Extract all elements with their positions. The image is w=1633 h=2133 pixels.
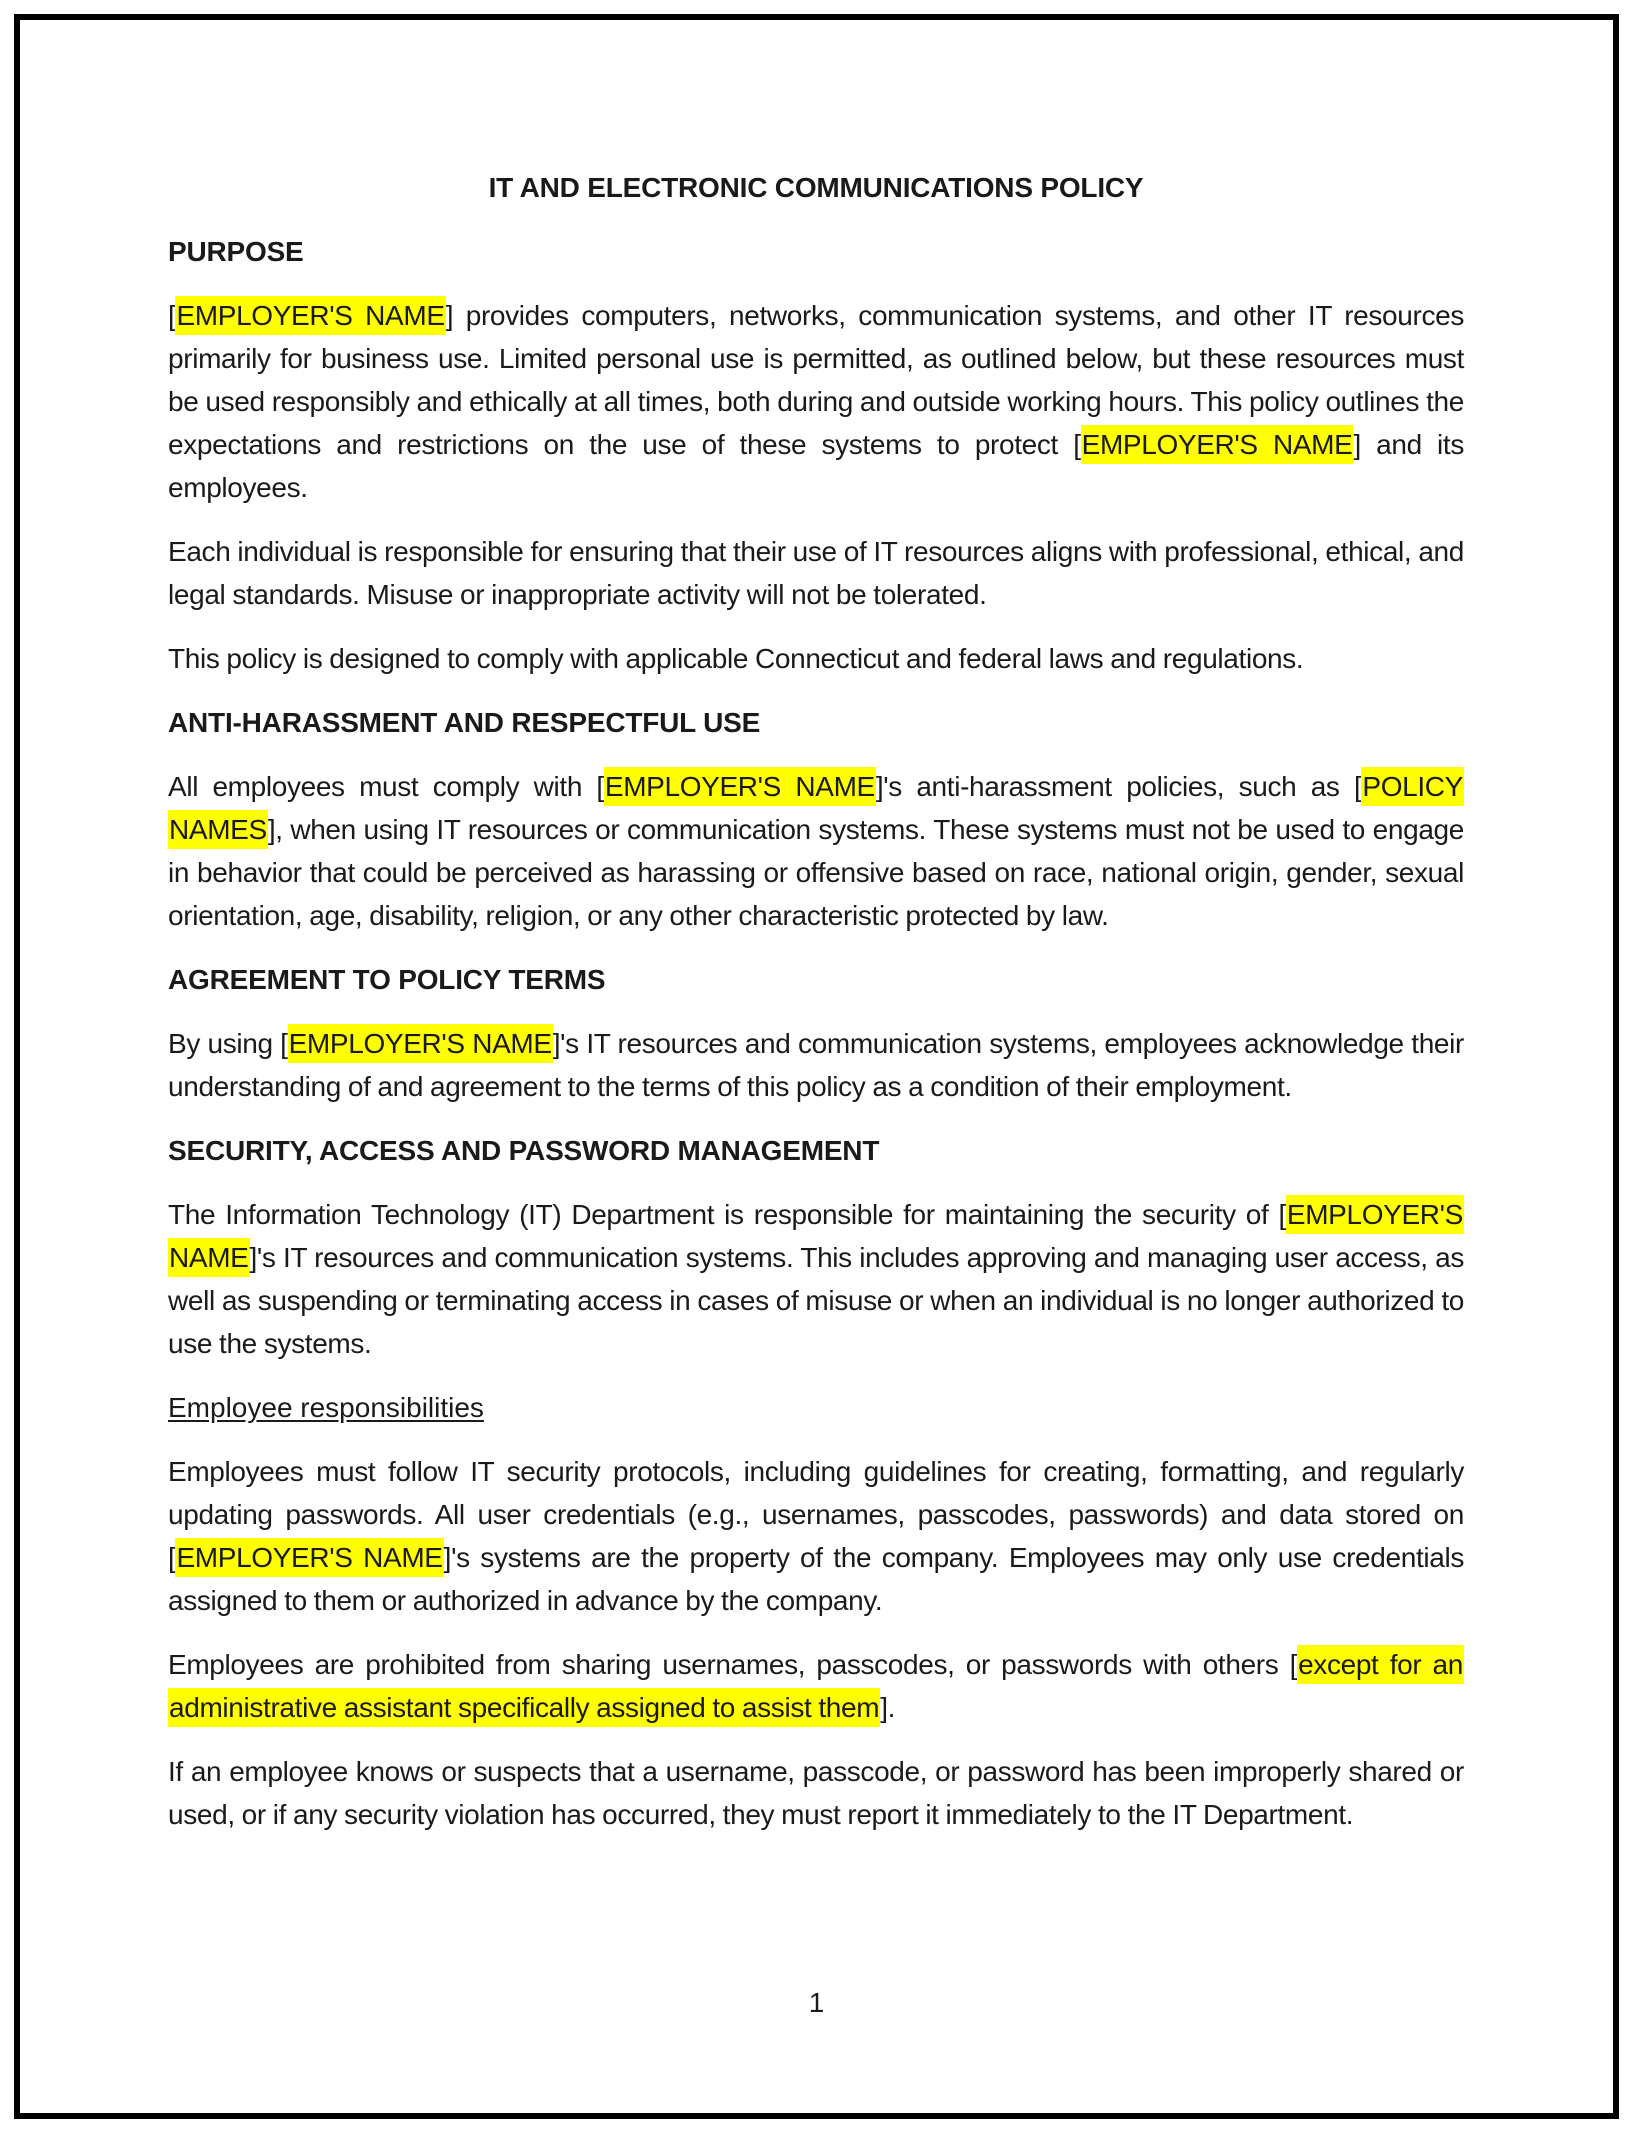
text-run: All employees must comply with [ — [168, 771, 604, 802]
highlighted-placeholder: EMPLOYER'S NAME — [604, 767, 876, 806]
text-run: ] provides computers, networks, communication systems, and other IT resources primarily for business use. Limited personal use is permitted, as outlined below, but these resources must be used responsibly and ethically at all times, both during and outside working hours. This policy outlines the expectations and restrictions on the use of these systems to protect [ — [168, 300, 1464, 460]
document-title: IT AND ELECTRONIC COMMUNICATIONS POLICY — [488, 172, 1144, 203]
highlighted-placeholder: EMPLOYER'S NAME — [175, 1538, 443, 1577]
page-number: 1 — [808, 1987, 825, 2018]
section-heading: AGREEMENT TO POLICY TERMS — [168, 964, 606, 995]
section-subheading: Employee responsibilities — [168, 1392, 484, 1423]
text-run: By using [ — [168, 1028, 288, 1059]
text-run: ], when using IT resources or communication systems. These systems must not be used to engage in behavior that could be perceived as harassing or offensive based on race, national origin, gender, sexual orientation, age, disability, religion, or any other characteristic protected by law. — [168, 814, 1464, 931]
highlighted-placeholder: EMPLOYER'S NAME — [168, 1195, 1464, 1277]
highlighted-placeholder: EMPLOYER'S NAME — [288, 1024, 553, 1063]
section-heading: SECURITY, ACCESS AND PASSWORD MANAGEMENT — [168, 1135, 880, 1166]
section-heading: PURPOSE — [168, 236, 304, 267]
paragraph — [168, 1450, 1464, 1622]
text-run: Each individual is responsible for ensuring that their use of IT resources aligns with professional, ethical, and legal standards. Misuse or inappropriate activity will not be tolerated. — [168, 536, 1464, 610]
text-run: ]'s anti-harassment policies, such as [ — [875, 771, 1362, 802]
document-body — [168, 230, 1464, 1836]
paragraph — [168, 765, 1464, 937]
paragraph — [168, 1643, 1464, 1729]
text-run: ]'s systems are the property of the company. Employees may only use credentials assigned to them or authorized in advance by the company. — [168, 1542, 1464, 1616]
text-run: Employees must follow IT security protocols, including guidelines for creating, formatting, and regularly updating passwords. All user credentials (e.g., usernames, passcodes, passwords) and data stored on [ — [168, 1456, 1464, 1573]
text-run: ]. — [880, 1692, 896, 1723]
paragraph — [168, 294, 1464, 509]
paragraph — [168, 1193, 1464, 1365]
text-run: ]'s IT resources and communication systems, employees acknowledge their understanding of and agreement to the terms of this policy as a condition of their employment. — [168, 1028, 1464, 1102]
paragraph — [168, 1750, 1464, 1836]
paragraph — [168, 530, 1464, 616]
text-run: If an employee knows or suspects that a username, passcode, or password has been improperly shared or used, or if any security violation has occurred, they must report it immediately to the IT Department. — [168, 1756, 1464, 1830]
section-heading: ANTI-HARASSMENT AND RESPECTFUL USE — [168, 707, 761, 738]
text-run: This policy is designed to comply with applicable Connecticut and federal laws and regulations. — [168, 643, 1304, 674]
text-run: ] and its employees. — [168, 429, 1464, 503]
highlighted-placeholder: EMPLOYER'S NAME — [1081, 425, 1354, 464]
highlighted-placeholder: EMPLOYER'S NAME — [175, 296, 445, 335]
text-run: Employees are prohibited from sharing usernames, passcodes, or passwords with others [ — [168, 1649, 1298, 1680]
paragraph — [168, 1022, 1464, 1108]
text-run: [ — [168, 300, 176, 331]
highlighted-placeholder: except for an administrative assistant specifically assigned to assist them — [168, 1645, 1464, 1727]
text-run: The Information Technology (IT) Department is responsible for maintaining the security of [ — [168, 1199, 1286, 1230]
highlighted-placeholder: POLICY NAMES — [168, 767, 1464, 849]
text-run: ]'s IT resources and communication systems. This includes approving and managing user access, as well as suspending or terminating access in cases of misuse or when an individual is no longer authorized to use the systems. — [168, 1242, 1464, 1359]
document-content — [168, 166, 1464, 1857]
paragraph — [168, 637, 1464, 680]
